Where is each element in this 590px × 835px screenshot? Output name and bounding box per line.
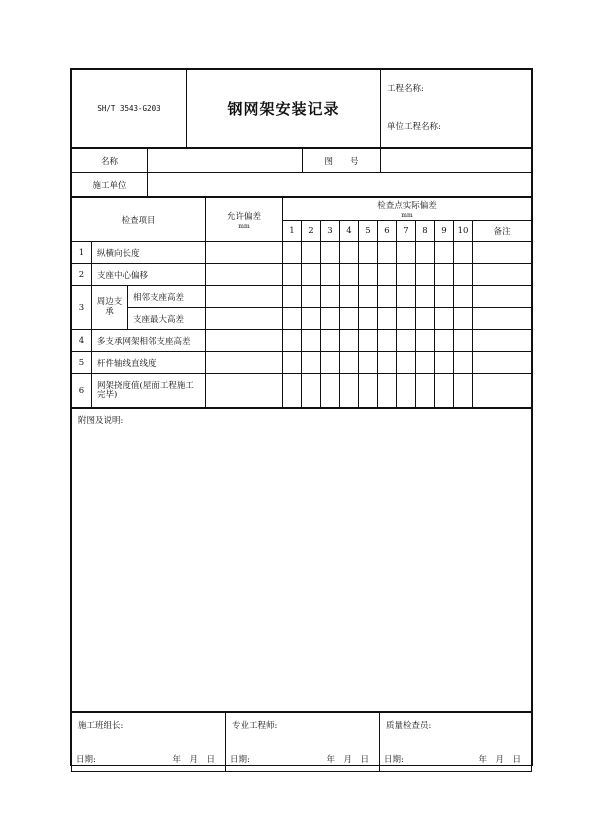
row-item: 多支承网架相邻支座高差 xyxy=(92,330,206,352)
value-cell[interactable] xyxy=(206,308,283,330)
row-item: 杆件轴线直线度 xyxy=(92,352,206,374)
row-item: 相邻支座高差 xyxy=(128,286,206,308)
actual-unit: mm xyxy=(401,212,413,219)
point-header: 8 xyxy=(416,221,435,242)
name-label: 名称 xyxy=(72,149,148,173)
point-header: 2 xyxy=(302,221,321,242)
drawing-no-field[interactable] xyxy=(381,149,532,173)
row-no: 5 xyxy=(72,352,92,374)
drawing-no-label: 图 号 xyxy=(303,149,381,173)
row-no: 6 xyxy=(72,374,92,408)
row-no: 3 xyxy=(72,286,92,330)
row-no: 4 xyxy=(72,330,92,352)
signature-ymd: 年 月 日 xyxy=(478,755,521,765)
header-table xyxy=(71,69,532,148)
value-cell[interactable] xyxy=(206,286,283,308)
value-cell[interactable] xyxy=(206,374,283,408)
row-item: 支座最大高差 xyxy=(128,308,206,330)
signature-ymd: 年 月 日 xyxy=(326,755,369,765)
actual-header xyxy=(283,198,532,221)
tolerance-unit: mm xyxy=(238,222,250,230)
table-row xyxy=(72,264,532,286)
notes-area[interactable] xyxy=(72,409,532,712)
signature-role: 专业工程师: xyxy=(232,721,278,731)
value-cell[interactable] xyxy=(206,264,283,286)
value-cell[interactable] xyxy=(206,242,283,264)
signature-engineer[interactable] xyxy=(226,713,380,772)
item-header: 检查项目 xyxy=(72,198,206,242)
point-header: 10 xyxy=(454,221,473,242)
notes-label: 附图及说明: xyxy=(78,416,124,426)
page-title: 钢网架安装记录 xyxy=(187,70,381,148)
signature-date-label: 日期: xyxy=(384,755,404,765)
point-header: 1 xyxy=(283,221,302,242)
name-field[interactable] xyxy=(148,149,303,173)
value-cell[interactable] xyxy=(206,352,283,374)
row-group: 周边支承 xyxy=(92,286,128,330)
record-form xyxy=(70,68,533,766)
row-no: 1 xyxy=(72,242,92,264)
unit-project-name-label: 单位工程名称: xyxy=(387,122,441,133)
signature-date-label: 日期: xyxy=(230,755,250,765)
tolerance-header-label: 允许偏差 xyxy=(226,211,261,222)
row-item: 网架挠度值(屋面工程施工完毕) xyxy=(92,374,206,408)
actual-header-label: 检查点实际偏差 xyxy=(377,201,437,211)
table-row xyxy=(72,352,532,374)
point-header: 4 xyxy=(340,221,359,242)
signature-role: 施工班组长: xyxy=(78,721,124,731)
table-row xyxy=(72,330,532,352)
tolerance-header xyxy=(206,198,283,242)
notes-table xyxy=(71,408,532,712)
signature-ymd: 年 月 日 xyxy=(172,755,215,765)
point-header: 7 xyxy=(397,221,416,242)
point-header: 3 xyxy=(321,221,340,242)
table-row xyxy=(72,286,532,308)
row-no: 2 xyxy=(72,264,92,286)
table-row xyxy=(72,374,532,408)
point-header: 5 xyxy=(359,221,378,242)
signature-inspector[interactable] xyxy=(380,713,532,772)
signature-table xyxy=(71,712,532,772)
signature-date-label: 日期: xyxy=(76,755,96,765)
project-name-label: 工程名称: xyxy=(387,84,424,95)
point-header: 9 xyxy=(435,221,454,242)
value-cell[interactable] xyxy=(206,330,283,352)
signature-role: 质量检查员: xyxy=(386,721,432,731)
signature-team-leader[interactable] xyxy=(72,713,226,772)
table-row xyxy=(72,308,532,330)
construction-unit-field[interactable] xyxy=(148,173,532,197)
row-item: 支座中心偏移 xyxy=(92,264,206,286)
inspection-table xyxy=(71,197,532,408)
construction-unit-label: 施工单位 xyxy=(72,173,148,197)
remark-header: 备注 xyxy=(473,221,532,242)
info-table xyxy=(71,148,532,197)
row-item: 纵横向长度 xyxy=(92,242,206,264)
doc-code: SH/T 3543-G203 xyxy=(72,70,187,148)
table-row xyxy=(72,242,532,264)
point-header: 6 xyxy=(378,221,397,242)
